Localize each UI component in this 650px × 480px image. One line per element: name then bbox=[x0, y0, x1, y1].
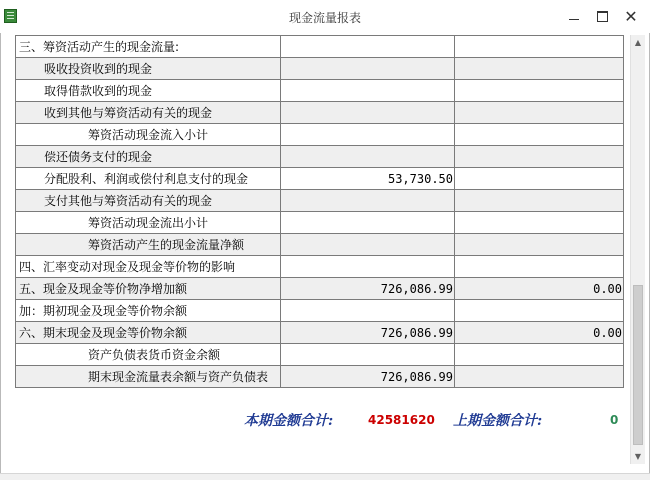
window-border-left bbox=[0, 33, 1, 474]
previous-amount-cell[interactable]: 0.00 bbox=[455, 322, 624, 344]
window-title: 现金流量报表 bbox=[288, 11, 361, 25]
current-amount-cell[interactable]: 53,730.50 bbox=[281, 168, 455, 190]
scroll-up-arrow-icon: ▲ bbox=[634, 38, 642, 47]
maximize-button[interactable] bbox=[588, 5, 616, 27]
scroll-down-arrow-icon: ▼ bbox=[634, 452, 642, 461]
row-label: 三、筹资活动产生的现金流量: bbox=[16, 36, 281, 58]
previous-amount-cell[interactable] bbox=[455, 102, 624, 124]
table-row[interactable] bbox=[16, 322, 624, 344]
previous-amount-cell[interactable] bbox=[455, 146, 624, 168]
current-amount-cell[interactable] bbox=[281, 80, 455, 102]
previous-amount-cell[interactable] bbox=[455, 256, 624, 278]
previous-amount-cell[interactable] bbox=[455, 124, 624, 146]
maximize-icon bbox=[597, 11, 608, 22]
table-row[interactable] bbox=[16, 58, 624, 80]
row-label: 支付其他与筹资活动有关的现金 bbox=[16, 190, 281, 212]
previous-amount-cell[interactable] bbox=[455, 58, 624, 80]
table-row[interactable] bbox=[16, 124, 624, 146]
row-label: 四、汇率变动对现金及现金等价物的影响 bbox=[16, 256, 281, 278]
previous-amount-cell[interactable] bbox=[455, 80, 624, 102]
row-label: 筹资活动产生的现金流量净额 bbox=[16, 234, 281, 256]
table-row[interactable] bbox=[16, 36, 624, 58]
table-row[interactable] bbox=[16, 256, 624, 278]
row-label: 吸收投资收到的现金 bbox=[16, 58, 281, 80]
previous-amount-cell[interactable] bbox=[455, 234, 624, 256]
current-amount-cell[interactable] bbox=[281, 36, 455, 58]
table-row[interactable] bbox=[16, 80, 624, 102]
table-row[interactable] bbox=[16, 212, 624, 234]
row-label: 分配股利、利润或偿付利息支付的现金 bbox=[16, 168, 281, 190]
previous-amount-cell[interactable]: 0.00 bbox=[455, 278, 624, 300]
current-amount-cell[interactable] bbox=[281, 102, 455, 124]
row-label: 六、期末现金及现金等价物余额 bbox=[16, 322, 281, 344]
current-amount-cell[interactable] bbox=[281, 256, 455, 278]
table-row[interactable] bbox=[16, 102, 624, 124]
current-amount-cell[interactable] bbox=[281, 212, 455, 234]
row-label: 偿还债务支付的现金 bbox=[16, 146, 281, 168]
table-row[interactable] bbox=[16, 366, 624, 388]
table-row[interactable] bbox=[16, 278, 624, 300]
previous-amount-cell[interactable] bbox=[455, 344, 624, 366]
row-label: 期末现金流量表余额与资产负债表 bbox=[16, 366, 281, 388]
close-icon: ✕ bbox=[624, 6, 638, 26]
table-row[interactable] bbox=[16, 234, 624, 256]
current-amount-cell[interactable] bbox=[281, 234, 455, 256]
previous-amount-cell[interactable] bbox=[455, 366, 624, 388]
current-amount-cell[interactable] bbox=[281, 300, 455, 322]
table-row[interactable] bbox=[16, 146, 624, 168]
table-row[interactable] bbox=[16, 344, 624, 366]
previous-amount-cell[interactable] bbox=[455, 212, 624, 234]
current-amount-cell[interactable]: 726,086.99 bbox=[281, 278, 455, 300]
previous-amount-cell[interactable] bbox=[455, 300, 624, 322]
scroll-up-button[interactable] bbox=[631, 35, 645, 50]
table-row[interactable] bbox=[16, 300, 624, 322]
minimize-button[interactable] bbox=[560, 5, 588, 27]
row-label: 筹资活动现金流出小计 bbox=[16, 212, 281, 234]
current-amount-cell[interactable]: 726,086.99 bbox=[281, 322, 455, 344]
minimize-icon bbox=[569, 19, 579, 20]
scrollbar-thumb[interactable] bbox=[633, 285, 643, 445]
current-amount-cell[interactable] bbox=[281, 58, 455, 80]
current-amount-cell[interactable] bbox=[281, 344, 455, 366]
previous-total-label: 上期金额合计: bbox=[453, 413, 543, 429]
current-total-value: 42581620 bbox=[368, 413, 435, 427]
cash-flow-table bbox=[15, 35, 624, 388]
window-border-bottom bbox=[0, 473, 650, 480]
current-total-label: 本期金额合计: bbox=[244, 413, 334, 429]
current-amount-cell[interactable] bbox=[281, 146, 455, 168]
row-label: 加：期初现金及现金等价物余额 bbox=[16, 300, 281, 322]
row-label: 收到其他与筹资活动有关的现金 bbox=[16, 102, 281, 124]
previous-amount-cell[interactable] bbox=[455, 36, 624, 58]
row-label: 五、现金及现金等价物净增加额 bbox=[16, 278, 281, 300]
close-button[interactable] bbox=[617, 5, 645, 27]
previous-amount-cell[interactable] bbox=[455, 168, 624, 190]
previous-amount-cell[interactable] bbox=[455, 190, 624, 212]
vertical-scrollbar[interactable] bbox=[630, 35, 645, 464]
row-label: 筹资活动现金流入小计 bbox=[16, 124, 281, 146]
current-amount-cell[interactable]: 726,086.99 bbox=[281, 366, 455, 388]
row-label: 取得借款收到的现金 bbox=[16, 80, 281, 102]
previous-total-value: 0 bbox=[610, 413, 619, 427]
current-amount-cell[interactable] bbox=[281, 190, 455, 212]
current-amount-cell[interactable] bbox=[281, 124, 455, 146]
scroll-down-button[interactable] bbox=[631, 449, 645, 464]
table-row[interactable] bbox=[16, 190, 624, 212]
table-row[interactable] bbox=[16, 168, 624, 190]
row-label: 资产负债表货币资金余额 bbox=[16, 344, 281, 366]
title-bar bbox=[0, 0, 650, 33]
